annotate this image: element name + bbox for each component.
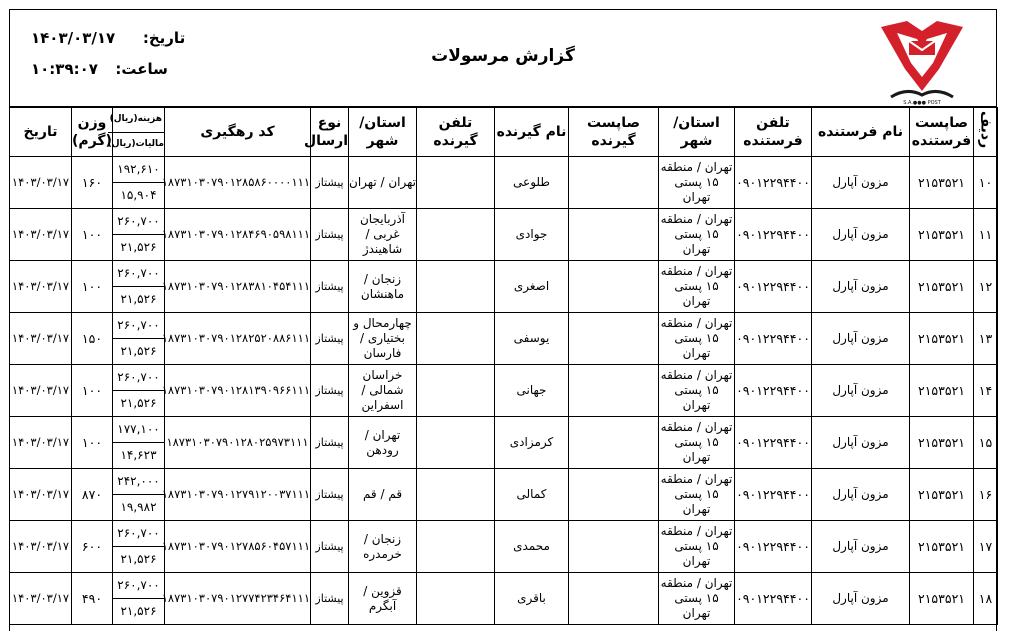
cell-row-no: ۱۵ xyxy=(974,417,998,469)
cell-send-type: پیشتاز xyxy=(311,417,349,469)
table-row xyxy=(10,573,998,625)
cell-send-type: پیشتاز xyxy=(311,313,349,365)
report-header xyxy=(9,9,997,107)
cell-receiver-location: چهارمحال و بختیاری / فارسان xyxy=(349,313,417,365)
cell-receiver-code xyxy=(569,573,659,625)
cell-sender-location: تهران / منطقه ۱۵ پستی تهران xyxy=(659,313,735,365)
table-row xyxy=(10,521,998,573)
cell-cost-tax xyxy=(113,521,165,573)
cell-cost: ۲۶۰,۷۰۰ xyxy=(113,209,164,235)
cell-receiver-phone xyxy=(417,157,495,209)
cell-send-type: پیشتاز xyxy=(311,365,349,417)
cell-receiver-phone xyxy=(417,365,495,417)
cell-row-no: ۱۱ xyxy=(974,209,998,261)
logo-tagline: S.A.●●● POST xyxy=(903,100,941,106)
cell-sender-name: مزون آپارل xyxy=(812,469,910,521)
cell-sender-name: مزون آپارل xyxy=(812,209,910,261)
date-value: ۱۴۰۳/۰۳/۱۷ xyxy=(31,29,116,47)
cell-sender-location: تهران / منطقه ۱۵ پستی تهران xyxy=(659,261,735,313)
cell-receiver-location: خراسان شمالی / اسفراین xyxy=(349,365,417,417)
cell-receiver-phone xyxy=(417,417,495,469)
cell-receiver-name: جوادی xyxy=(495,209,569,261)
cell-tax: ۲۱,۵۲۶ xyxy=(120,552,157,566)
cell-date: ۱۴۰۳/۰۳/۱۷ xyxy=(10,521,72,573)
shipments-table xyxy=(9,107,998,625)
cell-cost: ۲۶۰,۷۰۰ xyxy=(113,573,164,599)
cell-date: ۱۴۰۳/۰۳/۱۷ xyxy=(10,573,72,625)
cell-sender-code: ۲۱۵۳۵۲۱ xyxy=(910,209,974,261)
cell-date: ۱۴۰۳/۰۳/۱۷ xyxy=(10,261,72,313)
cell-date: ۱۴۰۳/۰۳/۱۷ xyxy=(10,209,72,261)
cell-tax: ۲۱,۵۲۶ xyxy=(120,396,157,410)
cell-sender-phone: ۰۹۰۱۲۲۹۴۴۰۰ xyxy=(735,261,812,313)
cell-row-no: ۱۷ xyxy=(974,521,998,573)
col-send-type: نوع ارسال xyxy=(311,108,349,157)
col-tracking: کد رهگیری xyxy=(165,108,311,157)
cell-date: ۱۴۰۳/۰۳/۱۷ xyxy=(10,469,72,521)
cell-weight: ۴۹۰ xyxy=(72,573,113,625)
cell-row-no: ۱۶ xyxy=(974,469,998,521)
table-row xyxy=(10,209,998,261)
cell-receiver-code xyxy=(569,157,659,209)
time-label: ساعت: xyxy=(115,60,168,78)
table-row xyxy=(10,313,998,365)
cell-sender-phone: ۰۹۰۱۲۲۹۴۴۰۰ xyxy=(735,313,812,365)
cell-weight: ۸۷۰ xyxy=(72,469,113,521)
cell-sender-phone: ۰۹۰۱۲۲۹۴۴۰۰ xyxy=(735,573,812,625)
cell-sender-phone: ۰۹۰۱۲۲۹۴۴۰۰ xyxy=(735,469,812,521)
col-date: تاریخ xyxy=(10,108,72,157)
cell-tax: ۱۹,۹۸۲ xyxy=(120,500,157,514)
cell-receiver-name: یوسفی xyxy=(495,313,569,365)
cell-weight: ۱۰۰ xyxy=(72,417,113,469)
cell-tracking: ۱۸۷۳۱۰۳۰۷۹۰۱۲۷۸۵۶۰۴۵۷۱۱۱ xyxy=(165,521,311,573)
cell-weight: ۱۰۰ xyxy=(72,209,113,261)
col-cost-tax xyxy=(107,108,165,157)
cell-sender-code: ۲۱۵۳۵۲۱ xyxy=(910,261,974,313)
cell-weight: ۱۵۰ xyxy=(72,313,113,365)
saba-post-logo-icon xyxy=(877,17,967,105)
cell-sender-name: مزون آپارل xyxy=(812,365,910,417)
cell-cost-tax xyxy=(113,261,165,313)
date-line xyxy=(31,29,185,47)
col-receiver-code: صاپست گیرنده xyxy=(569,108,659,157)
cell-receiver-location: زنجان / ماهنشان xyxy=(349,261,417,313)
col-row-no: ردیف xyxy=(974,108,998,157)
cell-receiver-location: قم / قم xyxy=(349,469,417,521)
cell-date: ۱۴۰۳/۰۳/۱۷ xyxy=(10,157,72,209)
cell-date: ۱۴۰۳/۰۳/۱۷ xyxy=(10,313,72,365)
cell-send-type: پیشتاز xyxy=(311,261,349,313)
time-line xyxy=(31,60,168,78)
cell-cost-tax xyxy=(113,313,165,365)
col-sender-phone: تلفن فرستنده xyxy=(735,108,812,157)
cell-send-type: پیشتاز xyxy=(311,469,349,521)
table-row xyxy=(10,469,998,521)
cell-sender-code: ۲۱۵۳۵۲۱ xyxy=(910,573,974,625)
cell-receiver-name: کمالی xyxy=(495,469,569,521)
cell-receiver-location: قزوین / آبگرم xyxy=(349,573,417,625)
cell-receiver-name: اصغری xyxy=(495,261,569,313)
cell-sender-code: ۲۱۵۳۵۲۱ xyxy=(910,521,974,573)
cell-sender-name: مزون آپارل xyxy=(812,313,910,365)
cell-receiver-code xyxy=(569,209,659,261)
cell-tracking: ۱۸۷۳۱۰۳۰۷۹۰۱۲۷۹۱۲۰۰۳۷۱۱۱ xyxy=(165,469,311,521)
cell-cost-tax xyxy=(113,469,165,521)
cell-receiver-code xyxy=(569,313,659,365)
cell-send-type: پیشتاز xyxy=(311,521,349,573)
cell-receiver-phone xyxy=(417,469,495,521)
cell-receiver-name: باقری xyxy=(495,573,569,625)
cell-sender-location: تهران / منطقه ۱۵ پستی تهران xyxy=(659,365,735,417)
cell-sender-phone: ۰۹۰۱۲۲۹۴۴۰۰ xyxy=(735,521,812,573)
cell-receiver-code xyxy=(569,521,659,573)
cell-tracking: ۱۸۷۳۱۰۳۰۷۹۰۱۲۷۷۴۲۳۴۶۴۱۱۱ xyxy=(165,573,311,625)
cell-receiver-location: تهران / تهران xyxy=(349,157,417,209)
col-tax: مالیات(ریال) xyxy=(107,138,164,149)
cell-sender-code: ۲۱۵۳۵۲۱ xyxy=(910,157,974,209)
cell-receiver-phone xyxy=(417,209,495,261)
col-sender-name: نام فرستنده xyxy=(812,108,910,157)
cell-send-type: پیشتاز xyxy=(311,157,349,209)
cell-row-no: ۱۰ xyxy=(974,157,998,209)
col-receiver-phone: تلفن گیرنده xyxy=(417,108,495,157)
col-receiver-name: نام گیرنده xyxy=(495,108,569,157)
cell-send-type: پیشتاز xyxy=(311,573,349,625)
cell-weight: ۱۰۰ xyxy=(72,261,113,313)
cell-receiver-phone xyxy=(417,573,495,625)
cell-receiver-name: جهانی xyxy=(495,365,569,417)
cell-sender-phone: ۰۹۰۱۲۲۹۴۴۰۰ xyxy=(735,417,812,469)
cell-cost: ۲۶۰,۷۰۰ xyxy=(113,261,164,287)
cell-row-no: ۱۲ xyxy=(974,261,998,313)
cell-receiver-location: زنجان / خرمدره xyxy=(349,521,417,573)
cell-sender-location: تهران / منطقه ۱۵ پستی تهران xyxy=(659,521,735,573)
cell-sender-phone: ۰۹۰۱۲۲۹۴۴۰۰ xyxy=(735,157,812,209)
cell-receiver-code xyxy=(569,261,659,313)
col-receiver-location: استان/ شهر xyxy=(349,108,417,157)
table-row xyxy=(10,157,998,209)
cell-receiver-code xyxy=(569,417,659,469)
cell-cost-tax xyxy=(113,157,165,209)
cell-tracking: ۱۸۷۳۱۰۳۰۷۹۰۱۲۸۱۳۹۰۹۶۶۱۱۱ xyxy=(165,365,311,417)
cell-receiver-phone xyxy=(417,313,495,365)
table-row xyxy=(10,261,998,313)
cell-row-no: ۱۳ xyxy=(974,313,998,365)
col-cost: هزینه(ریال) xyxy=(108,108,164,132)
cell-sender-name: مزون آپارل xyxy=(812,573,910,625)
cell-tax: ۲۱,۵۲۶ xyxy=(120,604,157,618)
cell-receiver-location: آذربایجان غربی / شاهیندژ xyxy=(349,209,417,261)
cell-tax: ۱۵,۹۰۴ xyxy=(120,188,157,202)
cell-receiver-phone xyxy=(417,261,495,313)
cell-sender-code: ۲۱۵۳۵۲۱ xyxy=(910,469,974,521)
cell-receiver-name: طلوعی xyxy=(495,157,569,209)
cell-sender-phone: ۰۹۰۱۲۲۹۴۴۰۰ xyxy=(735,365,812,417)
cell-tracking: ۱۸۷۳۱۰۳۰۷۹۰۱۲۸۳۸۱۰۴۵۴۱۱۱ xyxy=(165,261,311,313)
cell-sender-name: مزون آپارل xyxy=(812,261,910,313)
cell-send-type: پیشتاز xyxy=(311,209,349,261)
col-sender-location: استان/ شهر xyxy=(659,108,735,157)
page-title: گزارش مرسولات xyxy=(431,46,575,66)
cell-row-no: ۱۴ xyxy=(974,365,998,417)
cell-cost: ۱۷۷,۱۰۰ xyxy=(113,417,164,443)
cell-cost: ۱۹۲,۶۱۰ xyxy=(113,157,164,183)
col-sender-code: صاپست فرستنده xyxy=(910,108,974,157)
table-row xyxy=(10,365,998,417)
cell-tax: ۱۴,۶۲۳ xyxy=(120,448,157,462)
cell-cost: ۲۴۲,۰۰۰ xyxy=(113,469,164,495)
cell-tax: ۲۱,۵۲۶ xyxy=(120,292,157,306)
time-value: ۱۰:۳۹:۰۷ xyxy=(31,60,98,78)
cell-cost: ۲۶۰,۷۰۰ xyxy=(113,365,164,391)
cell-cost: ۲۶۰,۷۰۰ xyxy=(113,313,164,339)
cell-cost-tax xyxy=(113,573,165,625)
cell-date: ۱۴۰۳/۰۳/۱۷ xyxy=(10,417,72,469)
cell-cost: ۲۶۰,۷۰۰ xyxy=(113,521,164,547)
cell-sender-name: مزون آپارل xyxy=(812,521,910,573)
cell-receiver-phone xyxy=(417,521,495,573)
cell-sender-location: تهران / منطقه ۱۵ پستی تهران xyxy=(659,417,735,469)
table-row xyxy=(10,417,998,469)
cell-sender-code: ۲۱۵۳۵۲۱ xyxy=(910,417,974,469)
cell-tracking: ۱۸۷۳۱۰۳۰۷۹۰۱۲۸۲۵۲۰۸۸۶۱۱۱ xyxy=(165,313,311,365)
cell-tracking: ۱۸۷۳۱۰۳۰۷۹۰۱۲۸۰۲۵۹۷۳۱۱۱ xyxy=(165,417,311,469)
cell-receiver-location: تهران / رودهن xyxy=(349,417,417,469)
cell-sender-name: مزون آپارل xyxy=(812,417,910,469)
cell-sender-location: تهران / منطقه ۱۵ پستی تهران xyxy=(659,209,735,261)
cell-sender-location: تهران / منطقه ۱۵ پستی تهران xyxy=(659,469,735,521)
cell-sender-location: تهران / منطقه ۱۵ پستی تهران xyxy=(659,157,735,209)
cell-tax: ۲۱,۵۲۶ xyxy=(120,344,157,358)
cell-cost-tax xyxy=(113,417,165,469)
col-weight: وزن (گرم) xyxy=(72,108,113,157)
cell-date: ۱۴۰۳/۰۳/۱۷ xyxy=(10,365,72,417)
table-header-row xyxy=(10,108,998,157)
cell-receiver-name: کرمزادی xyxy=(495,417,569,469)
cell-row-no: ۱۸ xyxy=(974,573,998,625)
cell-weight: ۱۰۰ xyxy=(72,365,113,417)
cell-receiver-code xyxy=(569,365,659,417)
cell-receiver-code xyxy=(569,469,659,521)
cell-tracking: ۱۸۷۳۱۰۳۰۷۹۰۱۲۸۵۸۶۰۰۰۰۱۱۱ xyxy=(165,157,311,209)
cell-tracking: ۱۸۷۳۱۰۳۰۷۹۰۱۲۸۴۶۹۰۵۹۸۱۱۱ xyxy=(165,209,311,261)
cell-cost-tax xyxy=(113,365,165,417)
cell-tax: ۲۱,۵۲۶ xyxy=(120,240,157,254)
cell-weight: ۶۰۰ xyxy=(72,521,113,573)
cell-sender-name: مزون آپارل xyxy=(812,157,910,209)
cell-cost-tax xyxy=(113,209,165,261)
date-label: تاریخ: xyxy=(142,29,186,47)
cell-sender-phone: ۰۹۰۱۲۲۹۴۴۰۰ xyxy=(735,209,812,261)
cell-sender-code: ۲۱۵۳۵۲۱ xyxy=(910,365,974,417)
cell-sender-location: تهران / منطقه ۱۵ پستی تهران xyxy=(659,573,735,625)
cell-weight: ۱۶۰ xyxy=(72,157,113,209)
cell-receiver-name: محمدی xyxy=(495,521,569,573)
cell-sender-code: ۲۱۵۳۵۲۱ xyxy=(910,313,974,365)
